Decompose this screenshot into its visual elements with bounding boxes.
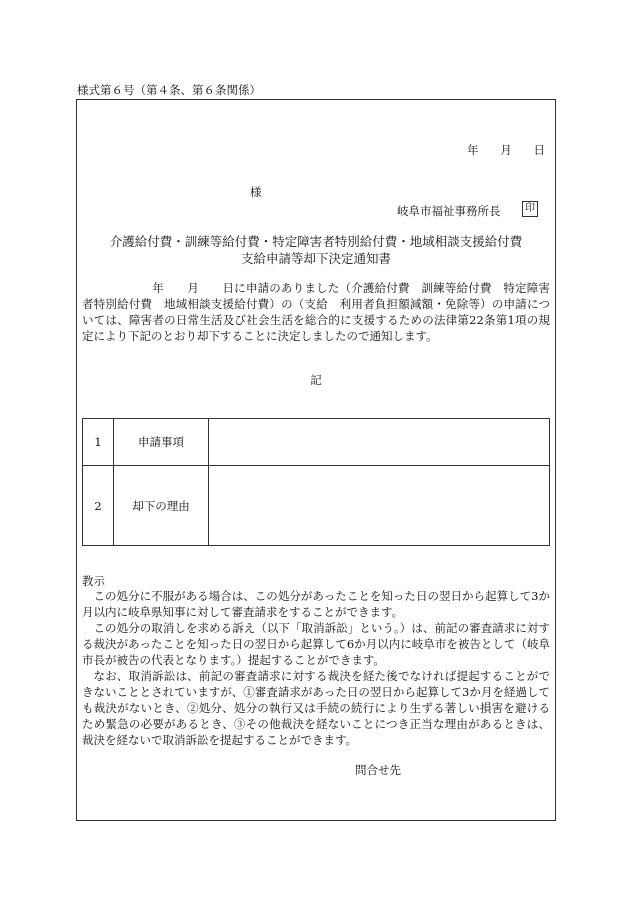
table-row — [83, 419, 550, 466]
kyoji-paragraph: この処分に不服がある場合は、この処分があったことを知った日の翌日から起算して3か月以内に岐阜県知事に対して審査請求をすることができます。 — [82, 589, 550, 619]
row-label: 却下の理由 — [114, 466, 209, 546]
kyoji-heading: 教示 — [82, 574, 105, 588]
items-table — [82, 418, 550, 546]
row-number: 1 — [83, 419, 114, 466]
contact-label: 問合せ先 — [355, 763, 401, 777]
title-line-2: 支給申請等却下決定通知書 — [240, 251, 391, 266]
notice-body: 年 月 日に申請のありました（介護給付費 訓練等給付費 特定障害者特別給付費 地域相談支援給付費）の（支給 利用者負担額減額・免除等）の申請については、障害者の日常生活及び社会生活を総合的に支援するための法律第22条第1項の規定により下記のとおり却下することに決定しましたので通知します。 — [82, 281, 550, 343]
date-day-label: 日 — [533, 143, 545, 157]
issuer-name: 岐阜市福祉事務所長 — [397, 204, 501, 218]
row-value — [209, 466, 550, 546]
addressee-suffix: 様 — [250, 185, 262, 199]
date-line — [467, 142, 545, 158]
notice-frame — [76, 99, 556, 821]
kyoji-paragraph: この処分の取消しを求める訴え（以下「取消訴訟」という。）は、前記の審査請求に対する裁決があったことを知った日の翌日から起算して6か月以内に岐阜市を被告として（岐阜市長が被告の代表となります。）提起することができます。 — [82, 621, 550, 667]
row-number: 2 — [83, 466, 114, 546]
row-value — [209, 419, 550, 466]
seal-mark: 印 — [522, 201, 538, 217]
title-line-1: 介護給付費・訓練等給付費・特定障害者特別給付費・地域相談支援給付費 — [109, 234, 523, 249]
kyoji-section — [82, 588, 550, 748]
form-number: 様式第６号（第４条、第６条関係） — [77, 83, 261, 97]
table-row — [83, 466, 550, 546]
row-label: 申請事項 — [114, 419, 209, 466]
kyoji-paragraph: なお、取消訴訟は、前記の審査請求に対する裁決を経た後でなければ提起することができないこととされていますが、①審査請求があった日の翌日から起算して3か月を経過しても裁決がないとき、②処分、処分の執行又は手続の続行により生ずる著しい損害を避けるため緊急の必要があるとき、③その他裁決を経ないことにつき正当な理由があるときは、裁決を経ないで取消訴訟を提起することができます。 — [82, 669, 550, 747]
date-month-label: 月 — [500, 143, 512, 157]
date-year-label: 年 — [467, 143, 479, 157]
ki-heading: 記 — [310, 373, 322, 387]
